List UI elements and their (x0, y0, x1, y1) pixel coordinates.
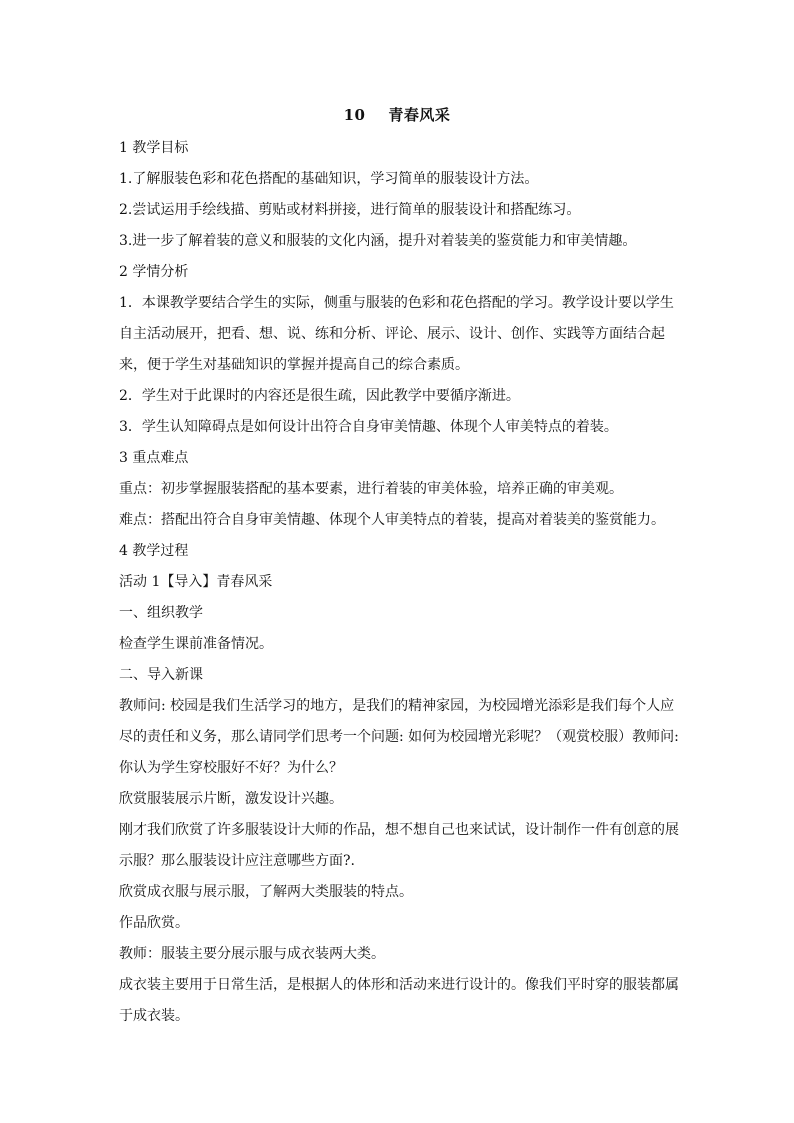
goal-3: 3.进一步了解着装的意义和服装的文化内涵，提升对着装美的鉴赏能力和审美情趣。 (119, 233, 637, 249)
goal-2: 2.尝试运用手绘线描、剪贴或材料拼接，进行简单的服装设计和搭配练习。 (119, 202, 581, 218)
document-title: 10 青春风采 (343, 106, 451, 124)
paragraph-works: 作品欣赏。 (119, 915, 189, 931)
paragraph-two-types: 欣赏成衣服与展示服，了解两大类服装的特点。 (119, 884, 413, 900)
step-organize-text: 检查学生课前准备情况。 (119, 636, 273, 652)
heading-teaching-process: 4 教学过程 (119, 543, 189, 559)
heading-student-analysis: 2 学情分析 (119, 264, 189, 280)
document-body (119, 133, 679, 1032)
paragraph-teacher-types: 教师：服装主要分展示服与成衣装两大类。 (119, 946, 385, 962)
goal-1: 1.了解服装色彩和花色搭配的基础知识，学习简单的服装设计方法。 (119, 171, 539, 187)
activity-1: 活动 1【导入】青春风采 (119, 574, 273, 590)
teacher-question: 教师问: 校园是我们生活学习的地方，是我们的精神家园，为校园增光添彩是我们每个人应尽的责任和义务，那么请同学们思考一个问题: 如何为校园增光彩呢？（观赏校服）教师问: 你认为学生穿校服好不好？为什么？ (119, 698, 679, 776)
paragraph-appreciate-clips: 欣赏服装展示片断，激发设计兴趣。 (119, 791, 343, 807)
step-introduce: 二、导入新课 (119, 667, 203, 683)
key-point: 重点：初步掌握服装搭配的基本要素，进行着装的审美体验，培养正确的审美观。 (119, 481, 623, 497)
analysis-3: 3．学生认知障碍点是如何设计出符合自身审美情趣、体现个人审美特点的着装。 (119, 419, 618, 435)
analysis-2: 2．学生对于此课时的内容还是很生疏，因此教学中要循序渐进。 (119, 388, 520, 404)
heading-key-points: 3 重点难点 (119, 450, 189, 466)
step-organize: 一、组织教学 (119, 605, 203, 621)
heading-teaching-goals: 1 教学目标 (119, 140, 189, 156)
paragraph-design-prompt: 刚才我们欣赏了许多服装设计大师的作品，想不想自己也来试试，设计制作一件有创意的展示服？那么服装设计应注意哪些方面?. (119, 822, 679, 869)
analysis-1: 1．本课教学要结合学生的实际，侧重与服装的色彩和花色搭配的学习。教学设计要以学生自主活动展开，把看、想、说、练和分析、评论、展示、设计、创作、实践等方面结合起来，便于学生对基础知识的掌握并提高自己的综合素质。 (119, 295, 674, 373)
difficult-point: 难点：搭配出符合自身审美情趣、体现个人审美特点的着装，提高对着装美的鉴赏能力。 (119, 512, 665, 528)
paragraph-ready-to-wear: 成衣装主要用于日常生活，是根据人的体形和活动来进行设计的。像我们平时穿的服装都属于成衣装。 (119, 977, 679, 1024)
